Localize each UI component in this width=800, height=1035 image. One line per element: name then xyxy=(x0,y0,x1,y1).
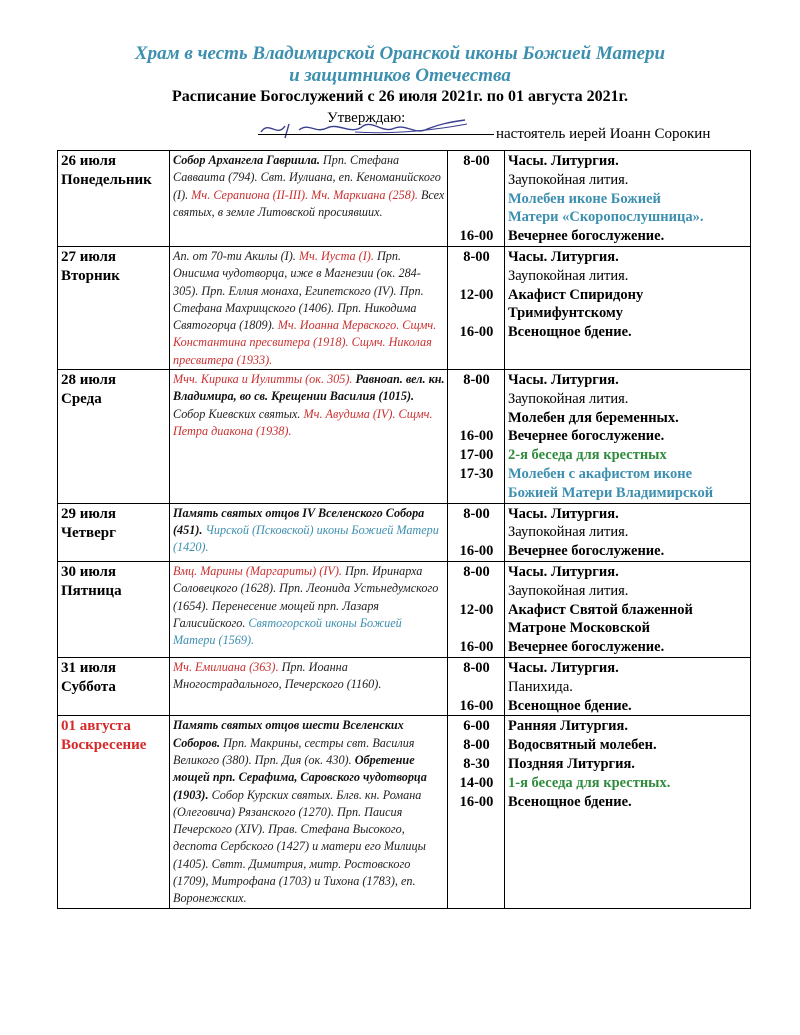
service-name: Водосвятный молебен. xyxy=(508,737,657,754)
saint-commemoration: Обретение мощей прп. Серафима, Саровского чудотворца (1903). xyxy=(173,753,427,802)
day-cell xyxy=(58,151,170,247)
service-name: Вечернее богослужение. xyxy=(508,543,665,560)
services-cell xyxy=(505,246,751,369)
time-spacer xyxy=(451,190,502,209)
services-cell xyxy=(505,716,751,908)
schedule-row xyxy=(58,246,751,369)
day-cell xyxy=(58,246,170,369)
times-cell xyxy=(448,716,505,908)
saint-commemoration: Память святых отцов шести Вселенских Соборов. xyxy=(173,718,404,750)
saint-commemoration: Мч. Иуста (I). xyxy=(298,248,374,263)
times-cell xyxy=(448,503,505,561)
service-time: 8-00 xyxy=(463,153,490,169)
time-spacer xyxy=(451,523,502,542)
day-weekday: Вторник xyxy=(61,267,120,284)
service-name: Часы. Литургия. xyxy=(508,248,619,265)
service-name: Заупокойная лития. xyxy=(508,171,629,188)
service-name: Часы. Литургия. xyxy=(508,505,619,522)
service-name: Всенощное бдение. xyxy=(508,793,632,810)
schedule-body xyxy=(58,151,751,909)
saint-commemoration: Собор Киевских святых. xyxy=(173,406,304,421)
schedule-subtitle: Расписание Богослужений с 26 июля 2021г. по 01 августа 2021г. xyxy=(171,88,629,105)
saints-cell xyxy=(170,151,448,247)
church-title-line1: Храм в честь Владимирской Оранской иконы Божией Матери xyxy=(134,43,666,64)
service-name: Вечернее богослужение. xyxy=(508,228,665,245)
service-time: 16-00 xyxy=(459,324,494,341)
service-name: Вечернее богослужение. xyxy=(508,639,665,656)
service-time: 8-00 xyxy=(463,372,490,389)
service-time: 8-00 xyxy=(463,564,490,581)
schedule-row xyxy=(58,503,751,561)
day-date: 30 июля xyxy=(61,564,117,581)
time-spacer xyxy=(451,484,502,503)
saint-commemoration: Прп. Макрины, сестры свт. Василия Великого (380). Прп. Дия (ок. 430). xyxy=(173,735,415,767)
service-name: 2-я беседа для крестных xyxy=(508,447,667,464)
day-cell xyxy=(58,562,170,658)
service-name: 1-я беседа для крестных. xyxy=(508,774,671,791)
day-weekday: Воскресение xyxy=(61,737,147,754)
times-cell xyxy=(448,246,505,369)
church-title-line2: и защитников Отечества xyxy=(289,65,511,86)
service-name: Часы. Литургия. xyxy=(508,372,619,389)
service-name: Заупокойная лития. xyxy=(508,267,629,284)
day-date: 28 июля xyxy=(61,372,117,389)
saint-commemoration: Чирской (Псковской) иконы Божией Матери (1420). xyxy=(173,522,439,555)
service-name: Часы. Литургия. xyxy=(508,153,619,169)
service-name: Акафист Святой блаженной xyxy=(508,601,693,618)
saint-commemoration: Вмц. Марины (Маргариты) (IV). xyxy=(173,564,342,579)
service-name: Ранняя Литургия. xyxy=(508,718,628,735)
saints-cell xyxy=(170,562,448,658)
schedule-row xyxy=(58,370,751,504)
time-spacer xyxy=(451,582,502,601)
day-weekday: Среда xyxy=(61,391,102,408)
services-cell xyxy=(505,370,751,504)
service-time: 8-00 xyxy=(463,505,490,522)
approve-label: Утверждаю: xyxy=(327,110,406,126)
service-name: Поздняя Литургия. xyxy=(508,756,635,772)
schedule-row xyxy=(58,716,751,908)
day-weekday: Четверг xyxy=(61,524,116,541)
service-name: Заупокойная лития. xyxy=(508,582,629,599)
day-date: 01 августа xyxy=(61,718,131,735)
saint-commemoration: Мч. Иоанна Мервского. Сщмч. Константина пресвитера (1918). Сщмч. Николая пресвитера (1933). xyxy=(173,318,437,367)
time-spacer xyxy=(451,304,502,323)
service-time: 16-00 xyxy=(459,428,494,445)
schedule-table xyxy=(57,150,751,909)
saints-cell xyxy=(170,716,448,908)
service-name: Акафист Спиридону xyxy=(508,286,644,303)
service-name: Заупокойная лития. xyxy=(508,390,629,407)
saints-cell xyxy=(170,246,448,369)
times-cell xyxy=(448,658,505,716)
time-spacer xyxy=(451,267,502,286)
time-spacer xyxy=(451,171,502,190)
time-spacer xyxy=(451,678,502,697)
saint-commemoration: Собор Архангела Гавриила. xyxy=(173,153,320,167)
schedule-row xyxy=(58,151,751,247)
day-cell xyxy=(58,503,170,561)
saint-commemoration: Святогорской иконы Божией Матери (1569). xyxy=(173,615,402,648)
service-name: Всенощное бдение. xyxy=(508,324,632,341)
service-name: Часы. Литургия. xyxy=(508,660,619,677)
service-name: Тримифунтскому xyxy=(508,305,624,322)
day-cell xyxy=(58,658,170,716)
day-cell xyxy=(58,716,170,908)
saints-cell xyxy=(170,658,448,716)
time-spacer xyxy=(451,619,502,638)
services-cell xyxy=(505,562,751,658)
day-weekday: Суббота xyxy=(61,679,116,696)
rector-name: настоятель иерей Иоанн Сорокин xyxy=(496,126,711,142)
time-spacer xyxy=(451,409,502,428)
day-weekday: Понедельник xyxy=(61,172,152,188)
service-name: Матроне Московской xyxy=(508,620,651,637)
saint-commemoration: Всех святых, в земле Литовской просиявших. xyxy=(173,187,445,219)
service-name: Молебен с акафистом иконе xyxy=(508,466,693,483)
service-time: 17-00 xyxy=(459,447,494,464)
service-time: 8-30 xyxy=(463,756,490,772)
schedule-row xyxy=(58,658,751,716)
service-time: 8-00 xyxy=(463,737,490,754)
service-time: 12-00 xyxy=(459,286,494,303)
saint-commemoration: Прп. Стефана Савваита (794). Свт. Иулиана, еп. Кеноманийского (I). xyxy=(173,153,441,202)
service-time: 6-00 xyxy=(463,718,490,735)
services-cell xyxy=(505,151,751,247)
signature-icon xyxy=(255,114,495,142)
service-name: Панихида. xyxy=(508,678,573,695)
service-time: 16-00 xyxy=(459,697,494,714)
saint-commemoration: Прп. Онисима чудотворца, иже в Магнезии (ок. 284-305). Прп. Еллия монаха, Египетского (IV). Прп. Стефана Махрищского (1406). Прп. Никодима Святогорца (1809). xyxy=(173,248,424,333)
service-time: 14-00 xyxy=(459,774,494,791)
signature-line xyxy=(258,134,494,135)
saint-commemoration: Прп. Иринарха Соловецкого (1628). Прп. Леонида Устьнедумского (1654). Перенесение мощей прп. Лазаря Галисийского. xyxy=(173,564,439,630)
saint-commemoration: Мч. Серапиона (II-III). Мч. Маркиана (258). xyxy=(191,187,418,202)
service-time: 8-00 xyxy=(463,248,490,265)
service-name: Вечернее богослужение. xyxy=(508,428,665,445)
service-time: 12-00 xyxy=(459,601,494,618)
saint-commemoration: Память святых отцов IV Вселенского Собора (451). xyxy=(173,505,425,537)
service-time: 8-00 xyxy=(463,660,490,677)
time-spacer xyxy=(451,208,502,227)
saint-commemoration: Собор Курских святых. Блгв. кн. Романа (Олеговича) Рязанского (1270). Прп. Паисия Печерского (XIV). Прав. Стефана Высокого, деспота Сербского (1427) и матери его Милицы (1405). Свтт. Димитрия, митр. Ростовского (1709), Митрофана (1703) и Тихона (1783), еп. Воронежских. xyxy=(173,787,426,906)
service-name: Часы. Литургия. xyxy=(508,564,619,581)
saint-commemoration: Мчч. Кирика и Иулитты (ок. 305). xyxy=(173,372,353,387)
day-date: 29 июля xyxy=(61,505,117,522)
saints-cell xyxy=(170,503,448,561)
saint-commemoration: Мч. Емилиана (363). xyxy=(173,660,279,675)
saint-commemoration: Мч. Авудима (IV). Сщмч. Петра диакона (1938). xyxy=(173,406,433,438)
day-date: 26 июля xyxy=(61,153,117,169)
service-name: Молебен иконе Божией xyxy=(508,190,661,207)
day-date: 27 июля xyxy=(61,248,117,265)
day-weekday: Пятница xyxy=(61,583,122,600)
service-name: Заупокойная лития. xyxy=(508,524,629,541)
day-date: 31 июля xyxy=(61,660,117,677)
service-time: 16-00 xyxy=(459,228,494,245)
times-cell xyxy=(448,370,505,504)
service-time: 17-30 xyxy=(459,466,494,483)
times-cell xyxy=(448,151,505,247)
saints-cell xyxy=(170,370,448,504)
service-name: Матери «Скоропослушница». xyxy=(508,209,704,226)
services-cell xyxy=(505,503,751,561)
services-cell xyxy=(505,658,751,716)
saint-commemoration: Прп. Иоанна Многострадального, Печерского (1160). xyxy=(173,660,382,692)
saint-commemoration: Ап. от 70-ти Акилы (I). xyxy=(173,248,299,263)
service-time: 16-00 xyxy=(459,639,494,656)
service-name: Всенощное бдение. xyxy=(508,697,632,714)
service-time: 16-00 xyxy=(459,543,494,560)
service-name: Молебен для беременных. xyxy=(508,409,679,426)
day-cell xyxy=(58,370,170,504)
time-spacer xyxy=(451,390,502,409)
schedule-row xyxy=(58,562,751,658)
times-cell xyxy=(448,562,505,658)
saint-commemoration: Равноап. вел. кн. Владимира, во св. Крещении Василия (1015). xyxy=(173,372,445,404)
service-name: Божией Матери Владимирской xyxy=(508,484,714,501)
service-time: 16-00 xyxy=(459,793,494,810)
